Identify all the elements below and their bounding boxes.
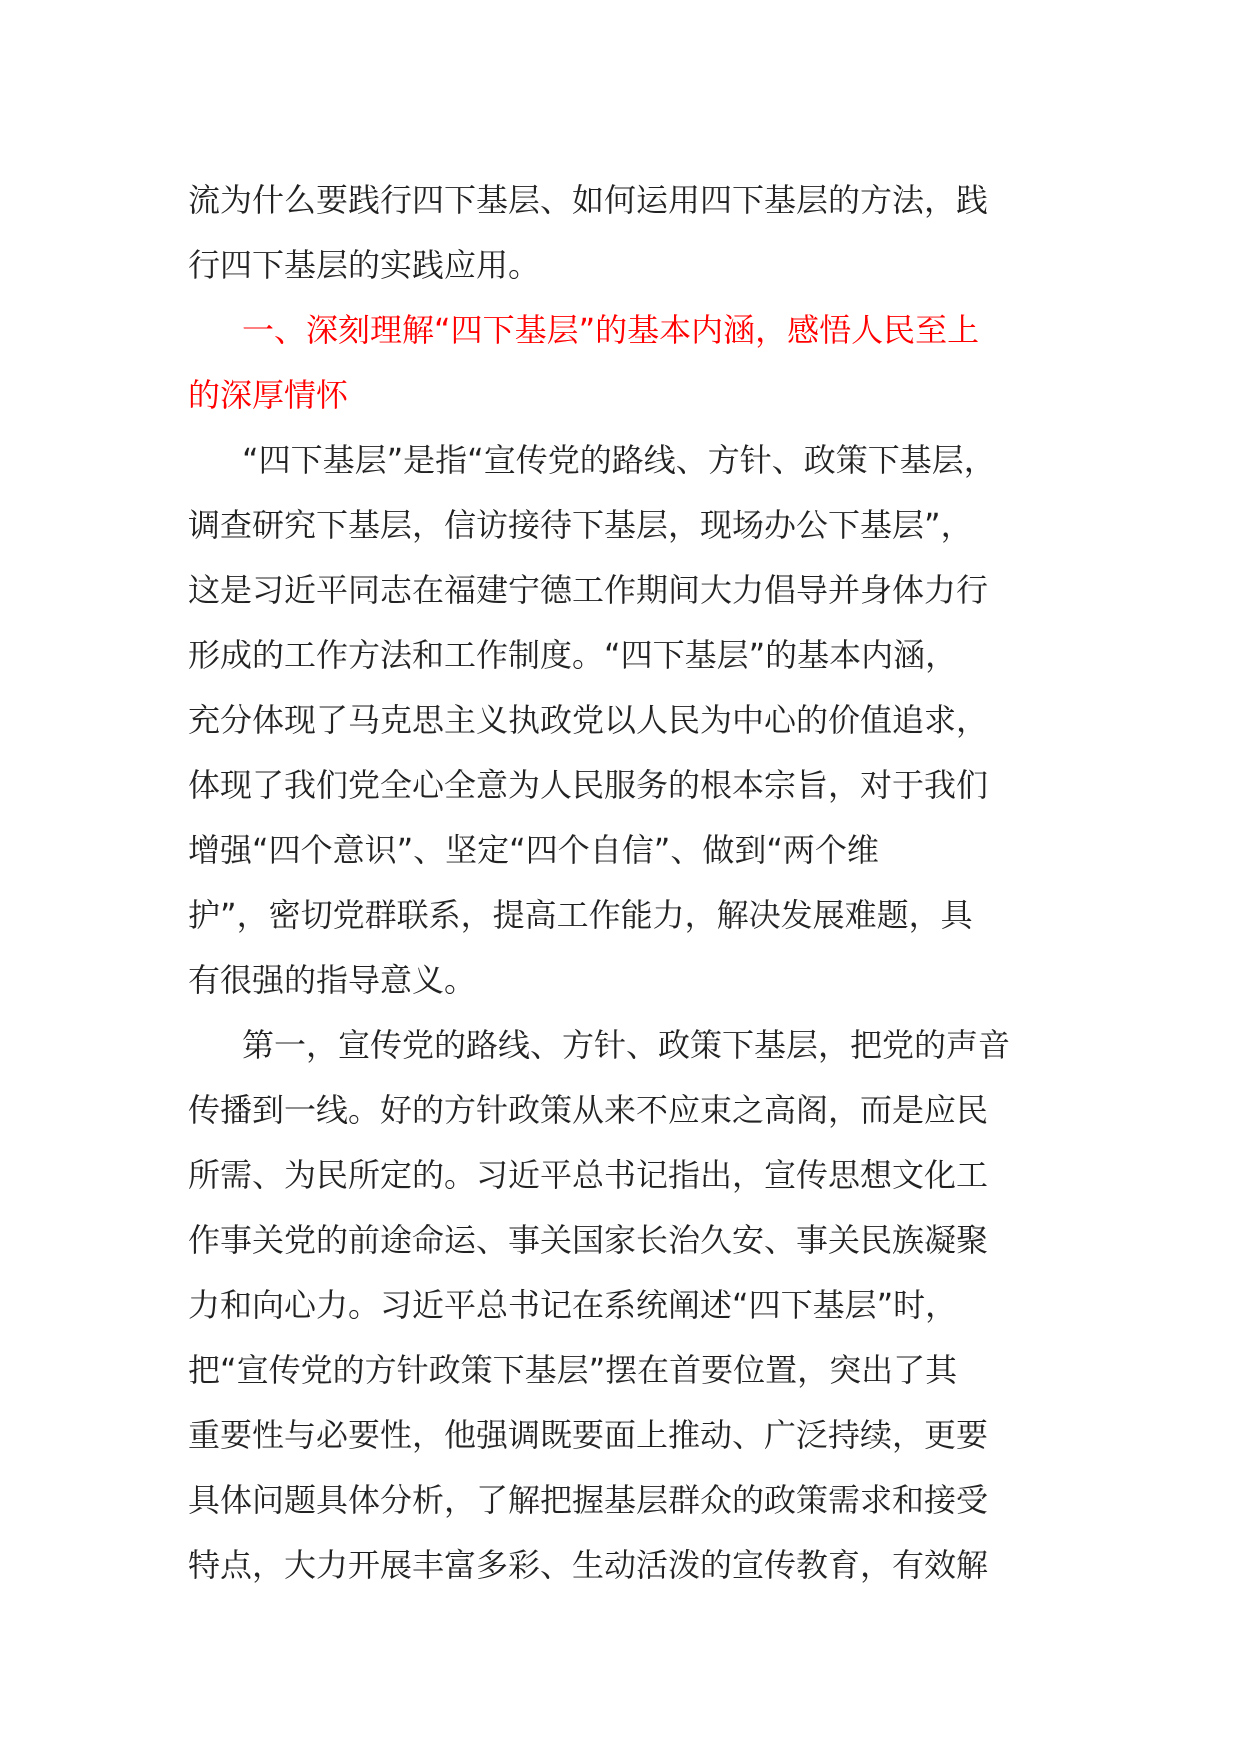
text-line: 体现了我们党全心全意为人民服务的根本宗旨，对于我们 — [188, 766, 989, 804]
paragraph-first-line: 第一，宣传党的路线、方针、政策下基层，把党的声音 — [242, 1026, 1011, 1064]
text-line: 这是习近平同志在福建宁德工作期间大力倡导并身体力行 — [188, 571, 989, 609]
text-line: 重要性与必要性，他强调既要面上推动、广泛持续，更要 — [188, 1416, 989, 1454]
text-line: 充分体现了马克思主义执政党以人民为中心的价值追求， — [188, 701, 989, 739]
text-line: 有很强的指导意义。 — [188, 961, 477, 999]
section-heading-line: 的深厚情怀 — [188, 376, 349, 414]
text-line: 作事关党的前途命运、事关国家长治久安、事关民族凝聚 — [188, 1221, 989, 1259]
text-line: 把“宣传党的方针政策下基层”摆在首要位置，突出了其 — [188, 1351, 958, 1389]
text-line: 形成的工作方法和工作制度。“四下基层”的基本内涵， — [188, 636, 958, 674]
text-line: 传播到一线。好的方针政策从来不应束之高阁，而是应民 — [188, 1091, 989, 1129]
text-line: 增强“四个意识”、坚定“四个自信”、做到“两个维 — [188, 831, 879, 869]
section-heading-line: 一、深刻理解“四下基层”的基本内涵，感悟人民至上 — [242, 311, 980, 349]
text-line: 特点，大力开展丰富多彩、生动活泼的宣传教育，有效解 — [188, 1546, 989, 1584]
text-line: 具体问题具体分析，了解把握基层群众的政策需求和接受 — [188, 1481, 989, 1519]
text-line: 行四下基层的实践应用。 — [188, 246, 541, 284]
text-line: 所需、为民所定的。习近平总书记指出，宣传思想文化工 — [188, 1156, 989, 1194]
text-line: 护”，密切党群联系，提高工作能力，解决发展难题，具 — [188, 896, 973, 934]
document-page — [188, 168, 1058, 1598]
paragraph-first-line: “四下基层”是指“宣传党的路线、方针、政策下基层， — [242, 441, 996, 479]
text-line: 调查研究下基层，信访接待下基层，现场办公下基层”， — [188, 506, 973, 544]
text-line: 流为什么要践行四下基层、如何运用四下基层的方法，践 — [188, 181, 989, 219]
text-line: 力和向心力。习近平总书记在系统阐述“四下基层”时， — [188, 1286, 958, 1324]
